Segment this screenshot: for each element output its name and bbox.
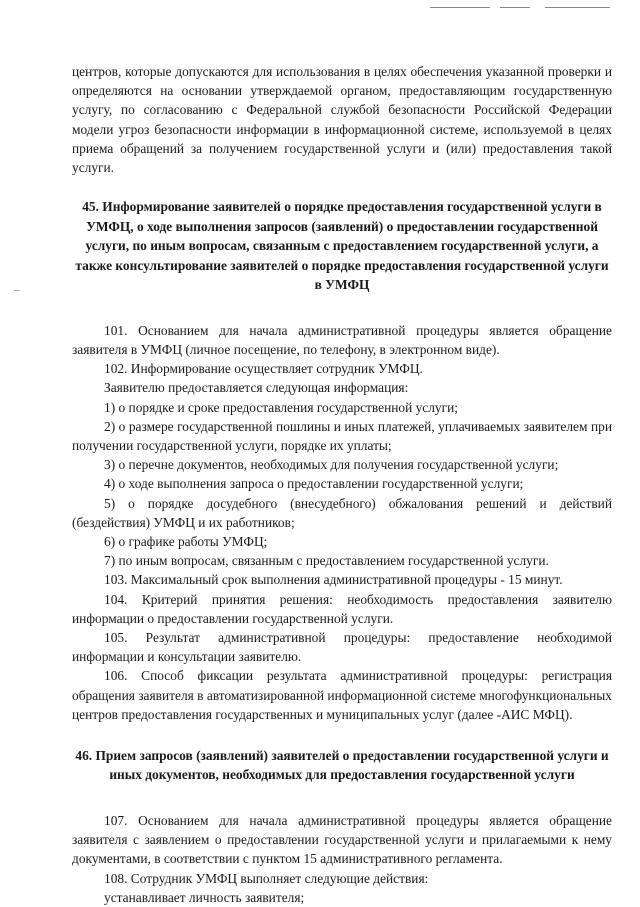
section-45-body — [72, 321, 612, 724]
scan-artifact-line-2 — [500, 7, 530, 8]
document-page — [72, 62, 612, 907]
paragraph-101: 101. Основанием для начала административной процедуры является обращение заявителя в УМФЦ (личное посещение, по телефону, в электронном виде). — [72, 322, 612, 357]
list-item: 5) о порядке досудебного (внесудебного) обжалования решений и действий (бездействия) УМФЦ и их работников; — [72, 495, 612, 530]
paragraph-108-action: устанавливает личность заявителя; — [104, 889, 305, 905]
info-list — [72, 398, 612, 571]
paragraph-107: 107. Основанием для начала административной процедуры является обращение заявителя с заявлением о предоставлении государственной услуги и прилагаемыми к нему документами, в соответствии с пунктом 15 административного регламента. — [72, 812, 612, 867]
scan-artifact-line-3 — [545, 7, 610, 8]
list-item: 3) о перечне документов, необходимых для получения государственной услуги; — [104, 457, 559, 473]
info-list-intro: Заявителю предоставляется следующая информация: — [104, 380, 409, 396]
list-item: 4) о ходе выполнения запроса о предоставлении государственной услуги; — [104, 476, 524, 492]
paragraph-105: 105. Результат административной процедуры: предоставление необходимой информации и консультации заявителю. — [72, 629, 612, 665]
list-item: 2) о размере государственной пошлины и иных платежей, уплачиваемых заявителем при получении государственной услуги, порядке их уплаты; — [72, 418, 612, 453]
paragraph-102: 102. Информирование осуществляет сотрудник УМФЦ. — [104, 361, 423, 377]
list-item: 6) о графике работы УМФЦ; — [104, 533, 268, 549]
section-46-heading: 46. Прием запросов (заявлений) заявителей о предоставлении государственной услуги и иных документов, необходимых для предоставления государственной услуги — [75, 747, 609, 783]
scan-artifact-mark — [14, 290, 20, 291]
intro-paragraph: центров, которые допускаются для использования в целях обеспечения указанной проверки и определяются на основании утверждаемой органом, предоставляющим государственную услугу, по согласованию с Федеральной службой безопасности Российской Федерации модели угроз безопасности информации в информационной системе, используемой в целях приема обращений за получением государственной услуги и (или) предоставления такой услуги. — [72, 64, 612, 176]
section-45-heading: 45. Информирование заявителей о порядке предоставления государственной услуги в УМФЦ, о ходе выполнения запросов (заявлений) о предоставлении государственной услуги, по иным вопросам, связанным с предоставлением государственной услуги, а также консультирование заявителей о порядке предоставления государственной услуги в УМФЦ — [75, 199, 609, 293]
paragraph-103: 103. Максимальный срок выполнения административной процедуры - 15 минут. — [104, 572, 563, 588]
scan-artifact-line-1 — [430, 7, 490, 8]
list-item: 1) о порядке и сроке предоставления государственной услуги; — [104, 399, 459, 415]
paragraph-104: 104. Критерий принятия решения: необходимость предоставления заявителю информации о предоставлении государственной услуги. — [72, 591, 612, 626]
paragraph-106: 106. Способ фиксации результата административной процедуры: регистрация обращения заявителя в автоматизированной информационной системе многофункциональных центров предоставления государственных и муниципальных услуг (далее -АИС МФЦ). — [72, 668, 612, 722]
paragraph-108: 108. Сотрудник УМФЦ выполняет следующие действия: — [104, 870, 429, 886]
section-46-body — [72, 811, 612, 907]
list-item: 7) по иным вопросам, связанным с предоставлением государственной услуги. — [104, 553, 549, 569]
